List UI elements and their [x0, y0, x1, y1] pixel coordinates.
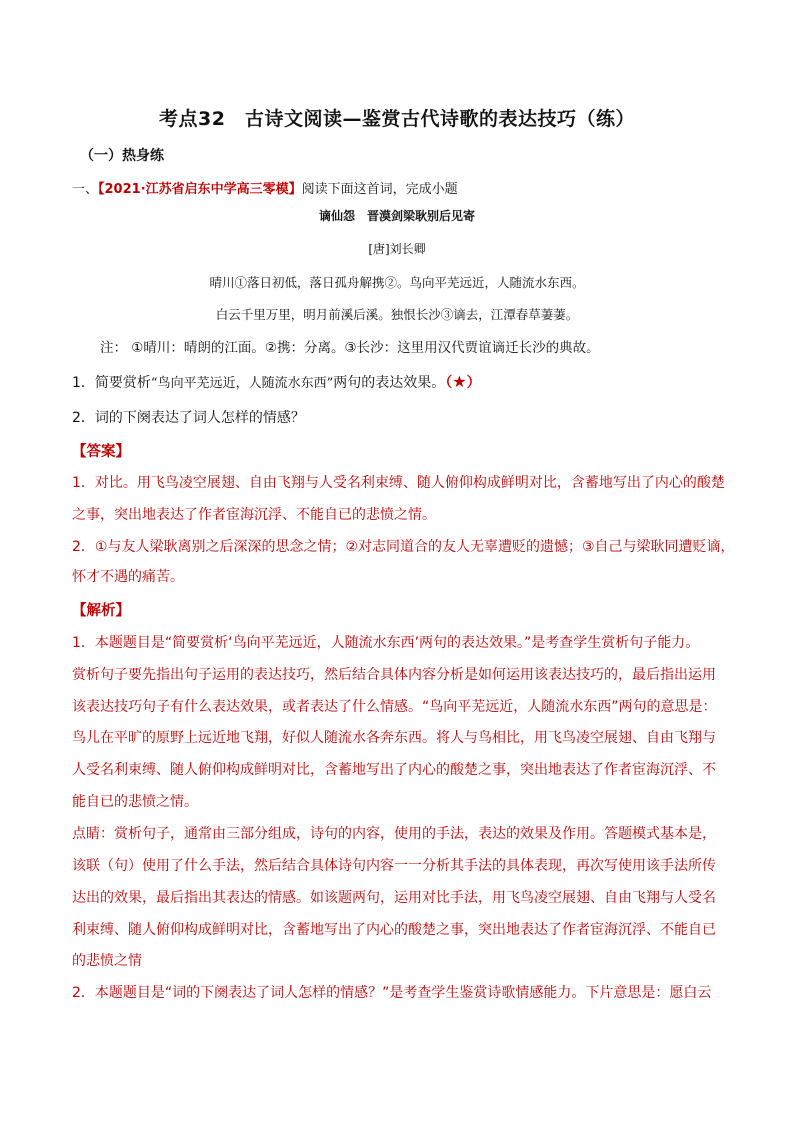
question-1 — [72, 372, 481, 392]
poem-line: 白云千里万里，明月前溪后溪。独恨长沙③谪去，江潭春草萋萋。 — [215, 307, 579, 322]
question-1-prefix: 1．简要赏析 — [72, 375, 151, 391]
analysis-line: 该表达技巧句子有什么表达效果，或者表达了什么情感。“鸟向平芜远近，人随流水东西”两句的意思是： — [72, 699, 717, 715]
analysis-line: 能自已的悲愤之情。 — [72, 794, 198, 810]
answer-line: 怀才不遇的痛苦。 — [72, 569, 184, 585]
question-1-suffix: 两句的表达效果。 — [333, 375, 446, 391]
analysis-line: 赏析句子要先指出句子运用的表达技巧，然后结合具体内容分析是如何运用该表达技巧的，最后指出运用 — [72, 667, 716, 683]
poem-author: [唐]刘长卿 — [368, 242, 426, 256]
question-source: 【2021·江苏省启东中学高三零模】 — [98, 182, 302, 197]
section-heading: （一）热身练 — [80, 148, 164, 164]
poem-line: 晴川①落日初低，落日孤舟解携②。鸟向平芜远近，人随流水东西。 — [209, 275, 585, 290]
page-title: 考点32 古诗文阅读—鉴赏古代诗歌的表达技巧（练） — [159, 108, 635, 130]
answer-line: 1．对比。用飞鸟凌空展翅、自由飞翔与人受名利束缚、随人俯仰构成鲜明对比，含蓄地写出了内心的酸楚 — [72, 475, 725, 491]
difficulty-paren-open: （ — [445, 375, 453, 391]
difficulty-paren-close: ） — [466, 375, 481, 391]
analysis-line: 人受名利束缚、随人俯仰构成鲜明对比，含蓄地写出了内心的酸楚之事，突出地表达了作者宦海沉浮、不 — [72, 762, 716, 778]
poem-note: 注： ①晴川：晴朗的江面。②携：分离。③长沙：这里用汉代贾谊谪迁长沙的典故。 — [100, 340, 600, 356]
analysis-line: 的悲愤之情 — [72, 953, 142, 969]
question-2: 2．词的下阕表达了词人怎样的情感？ — [72, 410, 305, 426]
analysis-label: 【解析】 — [72, 603, 130, 619]
question-number: 一、 — [72, 182, 99, 197]
answer-label: 【答案】 — [72, 444, 130, 460]
analysis-line: 1．本题题目是“简要赏析‘鸟向平芜远近，人随流水东西’两句的表达效果。”是考查学生赏析句子能力。 — [72, 635, 700, 651]
question-instruction: 阅读下面这首词，完成小题 — [301, 182, 458, 197]
answer-line: 2．①与友人梁耿离别之后深深的思念之情；②对志同道合的友人无辜遭贬的遗憾；③自己与梁耿同遭贬谪， — [72, 539, 735, 555]
star-icon: ★ — [452, 372, 467, 391]
answer-line: 之事，突出地表达了作者宦海沉浮、不能自已的悲愤之情。 — [72, 507, 436, 523]
analysis-line: 利束缚、随人俯仰构成鲜明对比，含蓄地写出了内心的酸楚之事，突出地表达了作者宦海沉浮、不能自已 — [72, 922, 716, 938]
question-1-quote: “鸟向平芜远近，人随流水东西” — [150, 376, 334, 391]
analysis-line: 该联（句）使用了什么手法，然后结合具体诗句内容一一分析其手法的具体表现，再次写使用该手法所传 — [72, 858, 716, 874]
analysis-line: 鸟儿在平旷的原野上远近地飞翔，好似人随流水各奔东西。将人与鸟相比，用飞鸟凌空展翅、自由飞翔与 — [72, 730, 716, 746]
poem-title: 谪仙怨 晋漠剑梁耿别后见寄 — [318, 209, 475, 223]
analysis-line: 点睛：赏析句子，通常由三部分组成，诗句的内容，使用的手法，表达的效果及作用。答题模式基本是， — [72, 826, 716, 842]
question-intro — [72, 178, 458, 197]
analysis-line: 2．本题题目是“词的下阕表达了词人怎样的情感？”是考查学生鉴赏诗歌情感能力。下片意思是：愿白云 — [72, 985, 712, 1001]
analysis-line: 达出的效果，最后指出其表达的情感。如该题两句，运用对比手法，用飞鸟凌空展翅、自由飞翔与人受名 — [72, 890, 716, 906]
